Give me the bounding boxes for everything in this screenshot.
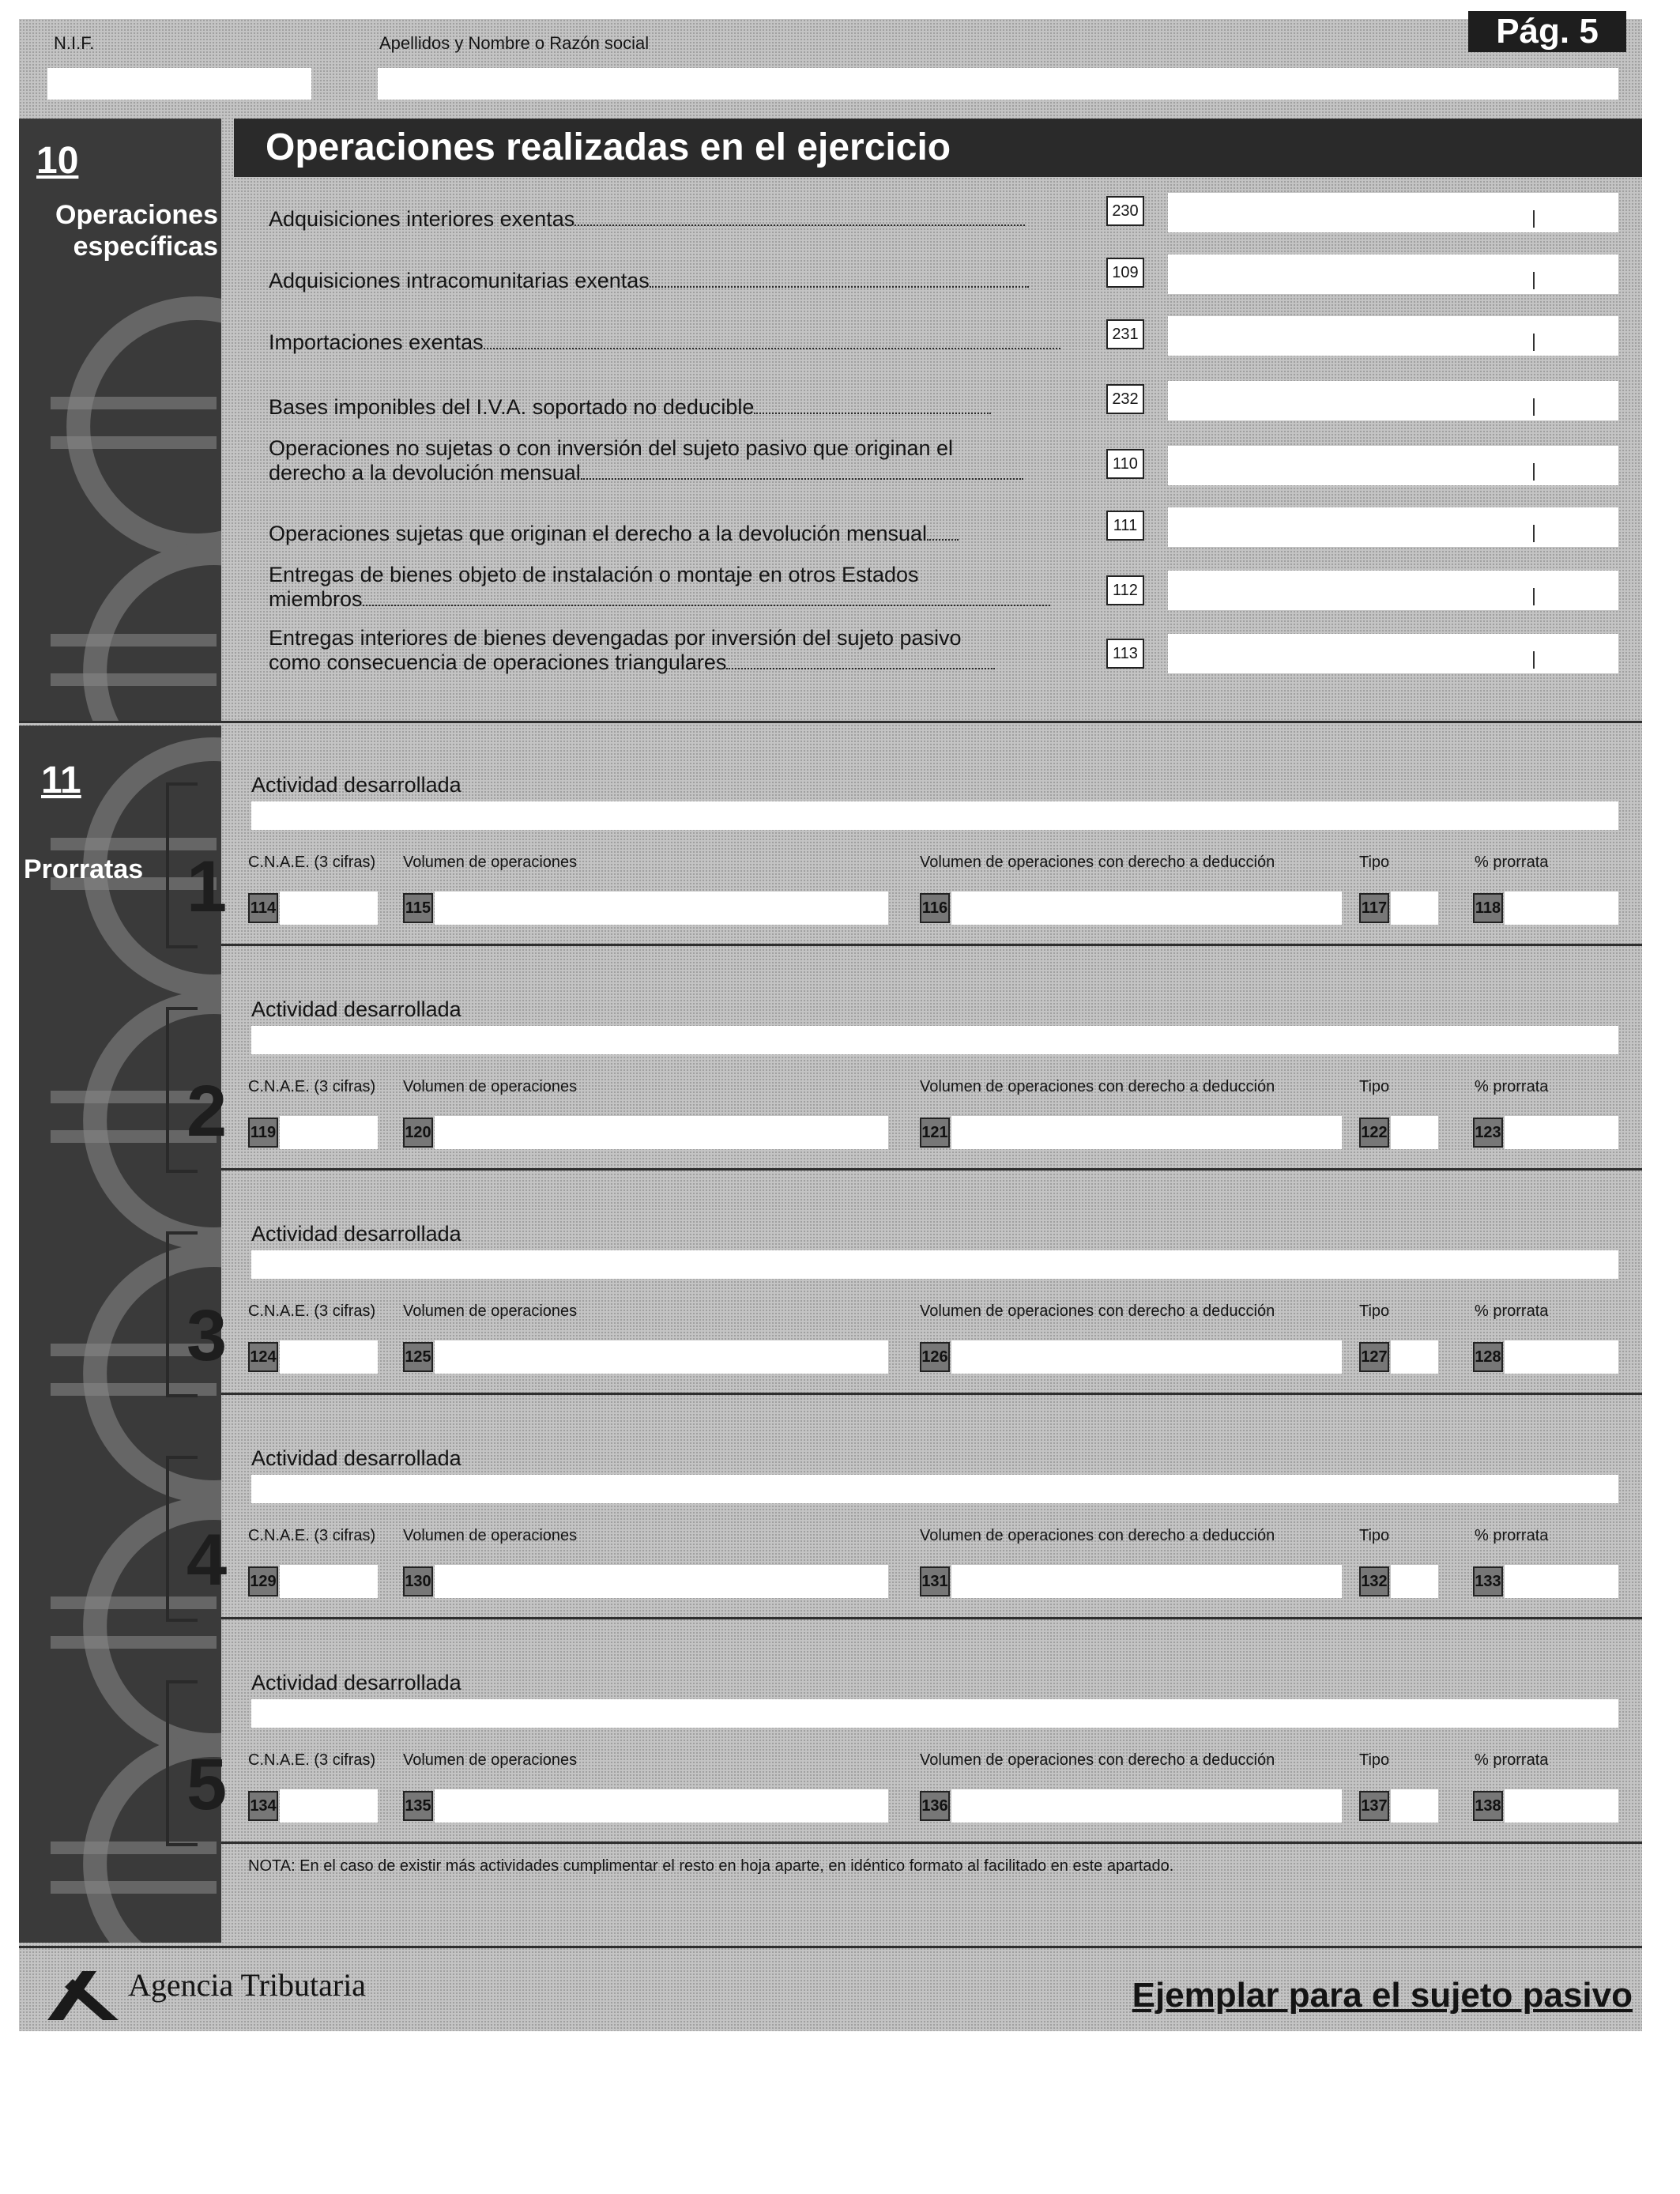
cnae-field-1[interactable] — [280, 892, 378, 925]
prorrata-field-4[interactable] — [1505, 1565, 1618, 1598]
prorrata-label-5: % prorrata — [1475, 1751, 1549, 1769]
code-box-230: 230 — [1106, 196, 1144, 226]
volumen-field-5[interactable] — [435, 1789, 888, 1823]
volumen-deduccion-label-2: Volumen de operaciones con derecho a deducción — [920, 1078, 1275, 1095]
code-box-123: 123 — [1473, 1118, 1503, 1148]
section10-number: 10 — [36, 140, 79, 182]
name-label: Apellidos y Nombre o Razón social — [379, 33, 650, 53]
code-box-124: 124 — [248, 1342, 278, 1372]
volumen-deduccion-field-1[interactable] — [951, 892, 1342, 925]
block-number-1: 1 — [186, 846, 228, 927]
row-112-label: Entregas de bienes objeto de instalación o montaje en otros Estados miembros — [269, 563, 1050, 612]
actividad-label-4: Actividad desarrollada — [251, 1446, 461, 1470]
tipo-label-4: Tipo — [1359, 1527, 1390, 1544]
section11-number: 11 — [41, 760, 81, 801]
cnae-field-5[interactable] — [280, 1789, 378, 1823]
code-box-231: 231 — [1106, 319, 1144, 349]
code-box-119: 119 — [248, 1118, 278, 1148]
section10-title: Operaciones realizadas en el ejercicio — [234, 119, 1642, 177]
actividad-field-3[interactable] — [251, 1250, 1618, 1279]
row-113-label: Entregas interiores de bienes devengadas por inversión del sujeto pasivo como consecuencia de operaciones triangulares — [269, 626, 995, 675]
row-110-label: Operaciones no sujetas o con inversión del sujeto pasivo que originan el derecho a la devolución mensual — [269, 436, 1023, 485]
code-box-118: 118 — [1473, 893, 1503, 923]
row-109-label: Adquisiciones intracomunitarias exentas — [269, 269, 1029, 293]
prorrata-label-3: % prorrata — [1475, 1302, 1549, 1320]
tipo-label-5: Tipo — [1359, 1751, 1390, 1769]
block-number-5: 5 — [186, 1744, 228, 1825]
section-divider — [19, 721, 1642, 723]
block-number-3: 3 — [186, 1295, 228, 1376]
row-232-label: Bases imponibles del I.V.A. soportado no deducible — [269, 395, 991, 420]
code-box-232: 232 — [1106, 384, 1144, 414]
nif-label: N.I.F. — [54, 33, 95, 53]
volumen-label-1: Volumen de operaciones — [403, 854, 578, 871]
code-box-129: 129 — [248, 1566, 278, 1596]
cnae-label-5: C.N.A.E. (3 cifras) — [248, 1751, 376, 1769]
volumen-deduccion-field-5[interactable] — [951, 1789, 1342, 1823]
prorrata-field-3[interactable] — [1505, 1340, 1618, 1374]
code-box-116: 116 — [920, 893, 950, 923]
field-111[interactable] — [1168, 507, 1618, 547]
volumen-label-2: Volumen de operaciones — [403, 1078, 578, 1095]
tipo-label-1: Tipo — [1359, 854, 1390, 871]
cnae-label-4: C.N.A.E. (3 cifras) — [248, 1527, 376, 1544]
tipo-field-3[interactable] — [1391, 1340, 1438, 1374]
field-113[interactable] — [1168, 634, 1618, 673]
block-number-4: 4 — [186, 1520, 228, 1600]
code-box-130: 130 — [403, 1566, 433, 1596]
code-box-135: 135 — [403, 1791, 433, 1821]
code-box-122: 122 — [1359, 1118, 1389, 1148]
name-field[interactable] — [378, 68, 1618, 100]
volumen-deduccion-field-3[interactable] — [951, 1340, 1342, 1374]
page-tag: Pág. 5 — [1468, 11, 1626, 52]
block-number-2: 2 — [186, 1071, 228, 1152]
volumen-deduccion-field-2[interactable] — [951, 1116, 1342, 1149]
actividad-field-1[interactable] — [251, 801, 1618, 830]
volumen-deduccion-label-4: Volumen de operaciones con derecho a deducción — [920, 1527, 1275, 1544]
volumen-deduccion-label-1: Volumen de operaciones con derecho a deducción — [920, 854, 1275, 871]
code-box-115: 115 — [403, 893, 433, 923]
actividad-field-2[interactable] — [251, 1026, 1618, 1054]
volumen-deduccion-field-4[interactable] — [951, 1565, 1342, 1598]
code-box-131: 131 — [920, 1566, 950, 1596]
agency-logo-icon — [41, 1955, 128, 2026]
code-box-121: 121 — [920, 1118, 950, 1148]
volumen-label-3: Volumen de operaciones — [403, 1302, 578, 1320]
field-231[interactable] — [1168, 316, 1618, 356]
code-box-137: 137 — [1359, 1791, 1389, 1821]
actividad-label-1: Actividad desarrollada — [251, 773, 461, 797]
code-box-110: 110 — [1106, 449, 1144, 479]
section10-name-line1: Operaciones — [55, 200, 218, 230]
actividad-field-4[interactable] — [251, 1475, 1618, 1503]
code-box-125: 125 — [403, 1342, 433, 1372]
prorrata-field-2[interactable] — [1505, 1116, 1618, 1149]
actividad-label-5: Actividad desarrollada — [251, 1671, 461, 1695]
prorrata-label-1: % prorrata — [1475, 854, 1549, 871]
code-box-126: 126 — [920, 1342, 950, 1372]
cnae-field-3[interactable] — [280, 1340, 378, 1374]
tipo-label-3: Tipo — [1359, 1302, 1390, 1320]
field-112[interactable] — [1168, 571, 1618, 610]
tipo-field-5[interactable] — [1391, 1789, 1438, 1823]
cnae-field-4[interactable] — [280, 1565, 378, 1598]
volumen-field-1[interactable] — [435, 892, 888, 925]
nota-text: NOTA: En el caso de existir más actividades cumplimentar el resto en hoja aparte, en idéntico formato al facilitado en este apartado. — [248, 1857, 1174, 1875]
volumen-field-4[interactable] — [435, 1565, 888, 1598]
volumen-deduccion-label-3: Volumen de operaciones con derecho a deducción — [920, 1302, 1275, 1320]
volumen-deduccion-label-5: Volumen de operaciones con derecho a deducción — [920, 1751, 1275, 1769]
code-box-109: 109 — [1106, 258, 1144, 288]
cnae-field-2[interactable] — [280, 1116, 378, 1149]
code-box-134: 134 — [248, 1791, 278, 1821]
volumen-label-5: Volumen de operaciones — [403, 1751, 578, 1769]
code-box-127: 127 — [1359, 1342, 1389, 1372]
code-box-113: 113 — [1106, 639, 1144, 669]
volumen-field-3[interactable] — [435, 1340, 888, 1374]
tipo-field-2[interactable] — [1391, 1116, 1438, 1149]
prorrata-label-2: % prorrata — [1475, 1078, 1549, 1095]
code-box-132: 132 — [1359, 1566, 1389, 1596]
field-230[interactable] — [1168, 193, 1618, 232]
field-109[interactable] — [1168, 254, 1618, 294]
cnae-label-3: C.N.A.E. (3 cifras) — [248, 1302, 376, 1320]
row-111-label: Operaciones sujetas que originan el derecho a la devolución mensual — [269, 522, 959, 546]
field-110[interactable] — [1168, 446, 1618, 485]
prorrata-label-4: % prorrata — [1475, 1527, 1549, 1544]
field-232[interactable] — [1168, 381, 1618, 420]
code-box-111: 111 — [1106, 511, 1144, 541]
prorrata-field-1[interactable] — [1505, 892, 1618, 925]
code-box-120: 120 — [403, 1118, 433, 1148]
code-box-133: 133 — [1473, 1566, 1503, 1596]
code-box-138: 138 — [1473, 1791, 1503, 1821]
actividad-label-2: Actividad desarrollada — [251, 997, 461, 1021]
row-230-label: Adquisiciones interiores exentas — [269, 207, 1025, 232]
code-box-112: 112 — [1106, 575, 1144, 605]
actividad-field-5[interactable] — [251, 1699, 1618, 1728]
section10-name-line2: específicas — [73, 232, 218, 262]
code-box-136: 136 — [920, 1791, 950, 1821]
cnae-label-2: C.N.A.E. (3 cifras) — [248, 1078, 376, 1095]
volumen-field-2[interactable] — [435, 1116, 888, 1149]
tipo-field-1[interactable] — [1391, 892, 1438, 925]
cnae-label-1: C.N.A.E. (3 cifras) — [248, 854, 376, 871]
row-231-label: Importaciones exentas — [269, 330, 1060, 355]
code-box-117: 117 — [1359, 893, 1389, 923]
tipo-label-2: Tipo — [1359, 1078, 1390, 1095]
nif-field[interactable] — [47, 68, 311, 100]
code-box-114: 114 — [248, 893, 278, 923]
section10-name — [32, 199, 218, 262]
actividad-label-3: Actividad desarrollada — [251, 1222, 461, 1246]
section11-name: Prorratas — [24, 854, 144, 884]
volumen-label-4: Volumen de operaciones — [403, 1527, 578, 1544]
copy-label: Ejemplar para el sujeto pasivo — [1132, 1976, 1633, 2015]
tipo-field-4[interactable] — [1391, 1565, 1438, 1598]
prorrata-field-5[interactable] — [1505, 1789, 1618, 1823]
agency-name: Agencia Tributaria — [128, 1967, 367, 2003]
code-box-128: 128 — [1473, 1342, 1503, 1372]
